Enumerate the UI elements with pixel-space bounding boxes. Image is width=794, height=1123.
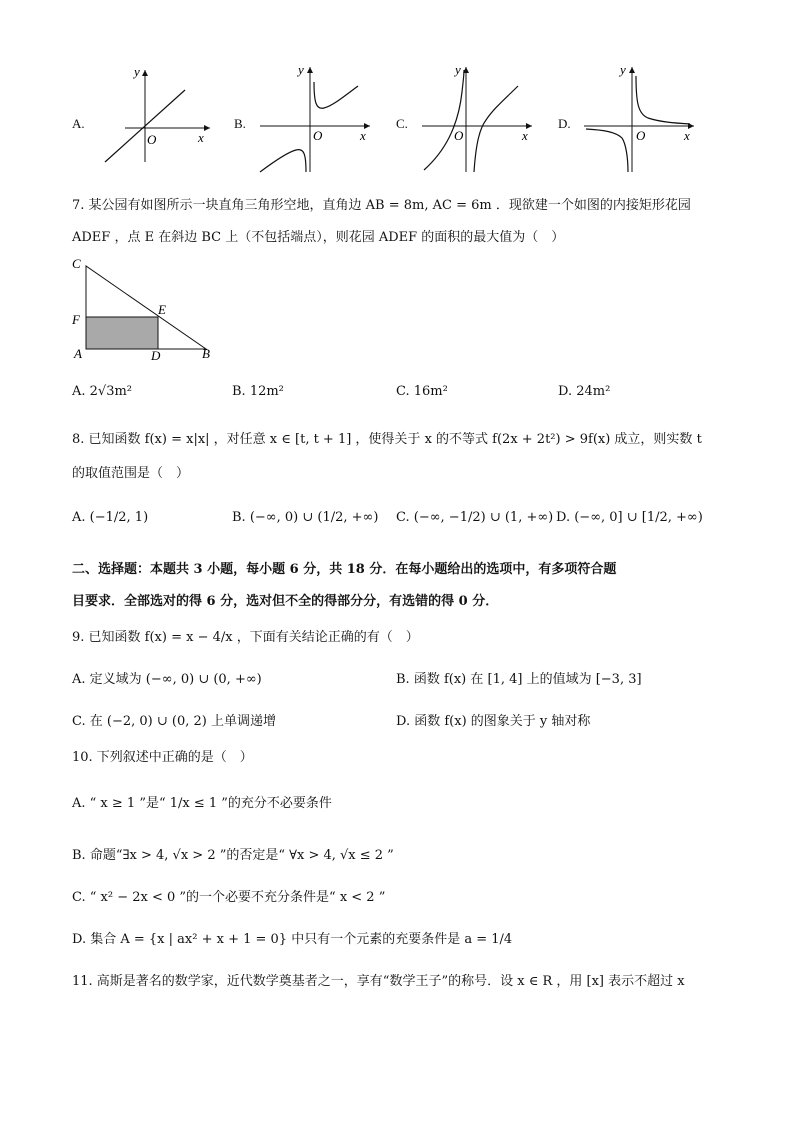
- q7-option-c[interactable]: C. 16m²: [396, 384, 448, 399]
- q7-stem-line2: ADEF ，点 E 在斜边 BC 上（不包括端点），则花园 ADEF 的面积的最大值为（ ）: [72, 230, 565, 245]
- x-axis-label: x: [198, 130, 204, 145]
- y-axis-label: y: [134, 64, 140, 79]
- section2-heading-line1: 二、选择题：本题共 3 小题，每小题 6 分，共 18 分．在每小题给出的选项中，有多项符合题: [72, 562, 617, 577]
- section2-heading-line2: 目要求．全部选对的得 6 分，选对但不全的得部分分，有选错的得 0 分．: [72, 594, 499, 609]
- q7-stem-line1: 7. 某公园有如图所示一块直角三角形空地，直角边 AB = 8m, AC = 6m ．现欲建一个如图的内接矩形花园: [72, 198, 691, 213]
- q7-option-a[interactable]: A. 2√3m²: [72, 384, 133, 399]
- graph-option-b: [232, 62, 382, 177]
- q8-option-a[interactable]: A. (−1/2, 1): [72, 510, 149, 525]
- graph-d-svg: [556, 62, 706, 177]
- q10-option-a[interactable]: A. “ x ≥ 1 ”是“ 1/x ≤ 1 ”的充分不必要条件: [72, 796, 332, 811]
- option-letter: B.: [234, 116, 246, 131]
- x-axis-label: x: [360, 128, 366, 143]
- q11-stem-line1: 11. 高斯是著名的数学家，近代数学奠基者之一，享有“数学王子”的称号．设 x ∈ R ，用 [x] 表示不超过 x: [72, 974, 685, 989]
- x-axis-label: x: [522, 128, 528, 143]
- graph-b-svg: [232, 62, 382, 177]
- option-letter: A.: [72, 116, 85, 131]
- q8-stem-line1: 8. 已知函数 f(x) = x|x| ，对任意 x ∈ [t, t + 1] ，使得关于 x 的不等式 f(2x + 2t²) > 9f(x) 成立，则实数 t: [72, 432, 702, 447]
- q8-option-b[interactable]: B. (−∞, 0) ∪ (1/2, +∞): [232, 510, 379, 525]
- graph-option-d: [556, 62, 706, 177]
- vertex-f-label: F: [72, 312, 80, 327]
- q9-option-a[interactable]: A. 定义域为 (−∞, 0) ∪ (0, +∞): [72, 672, 262, 687]
- vertex-c-label: C: [72, 256, 81, 271]
- graph-option-a: [70, 62, 220, 172]
- q10-option-c[interactable]: C. “ x² − 2x < 0 ”的一个必要不充分条件是“ x < 2 ”: [72, 890, 386, 905]
- triangle-svg: [66, 254, 226, 364]
- x-axis-label: x: [684, 128, 690, 143]
- q7-option-b[interactable]: B. 12m²: [232, 384, 284, 399]
- q10-option-b[interactable]: B. 命题“∃x > 4, √x > 2 ”的否定是“ ∀x > 4, √x ≤ 2 ”: [72, 848, 394, 863]
- q10-stem: 10. 下列叙述中正确的是（ ）: [72, 750, 253, 765]
- q9-option-d[interactable]: D. 函数 f(x) 的图象关于 y 轴对称: [396, 714, 591, 729]
- y-axis-label: y: [620, 62, 626, 77]
- vertex-e-label: E: [158, 302, 166, 317]
- option-letter: C.: [396, 116, 408, 131]
- y-axis-label: y: [298, 62, 304, 77]
- q8-option-c[interactable]: C. (−∞, −1/2) ∪ (1, +∞): [396, 510, 554, 525]
- origin-label: O: [313, 128, 323, 143]
- graph-a-svg: [70, 62, 220, 172]
- q8-stem-line2: 的取值范围是（ ）: [72, 466, 190, 481]
- q8-option-d[interactable]: D. (−∞, 0] ∪ [1/2, +∞): [556, 510, 703, 525]
- option-letter: D.: [558, 116, 571, 131]
- q9-stem: 9. 已知函数 f(x) = x − 4/x ，下面有关结论正确的有（ ）: [72, 630, 419, 645]
- origin-label: O: [454, 128, 464, 143]
- vertex-a-label: A: [74, 346, 82, 361]
- vertex-d-label: D: [151, 348, 161, 363]
- q7-triangle-figure: [66, 254, 226, 364]
- q10-option-d[interactable]: D. 集合 A = {x | ax² + x + 1 = 0} 中只有一个元素的充要条件是 a = 1/4: [72, 932, 513, 947]
- q9-option-b[interactable]: B. 函数 f(x) 在 [1, 4] 上的值域为 [−3, 3]: [396, 672, 642, 687]
- origin-label: O: [147, 132, 157, 147]
- y-axis-label: y: [455, 62, 461, 77]
- graph-option-c: [394, 62, 544, 177]
- q7-option-d[interactable]: D. 24m²: [558, 384, 611, 399]
- origin-label: O: [636, 128, 646, 143]
- q9-option-c[interactable]: C. 在 (−2, 0) ∪ (0, 2) 上单调递增: [72, 714, 276, 729]
- graph-c-svg: [394, 62, 544, 177]
- vertex-b-label: B: [202, 346, 210, 361]
